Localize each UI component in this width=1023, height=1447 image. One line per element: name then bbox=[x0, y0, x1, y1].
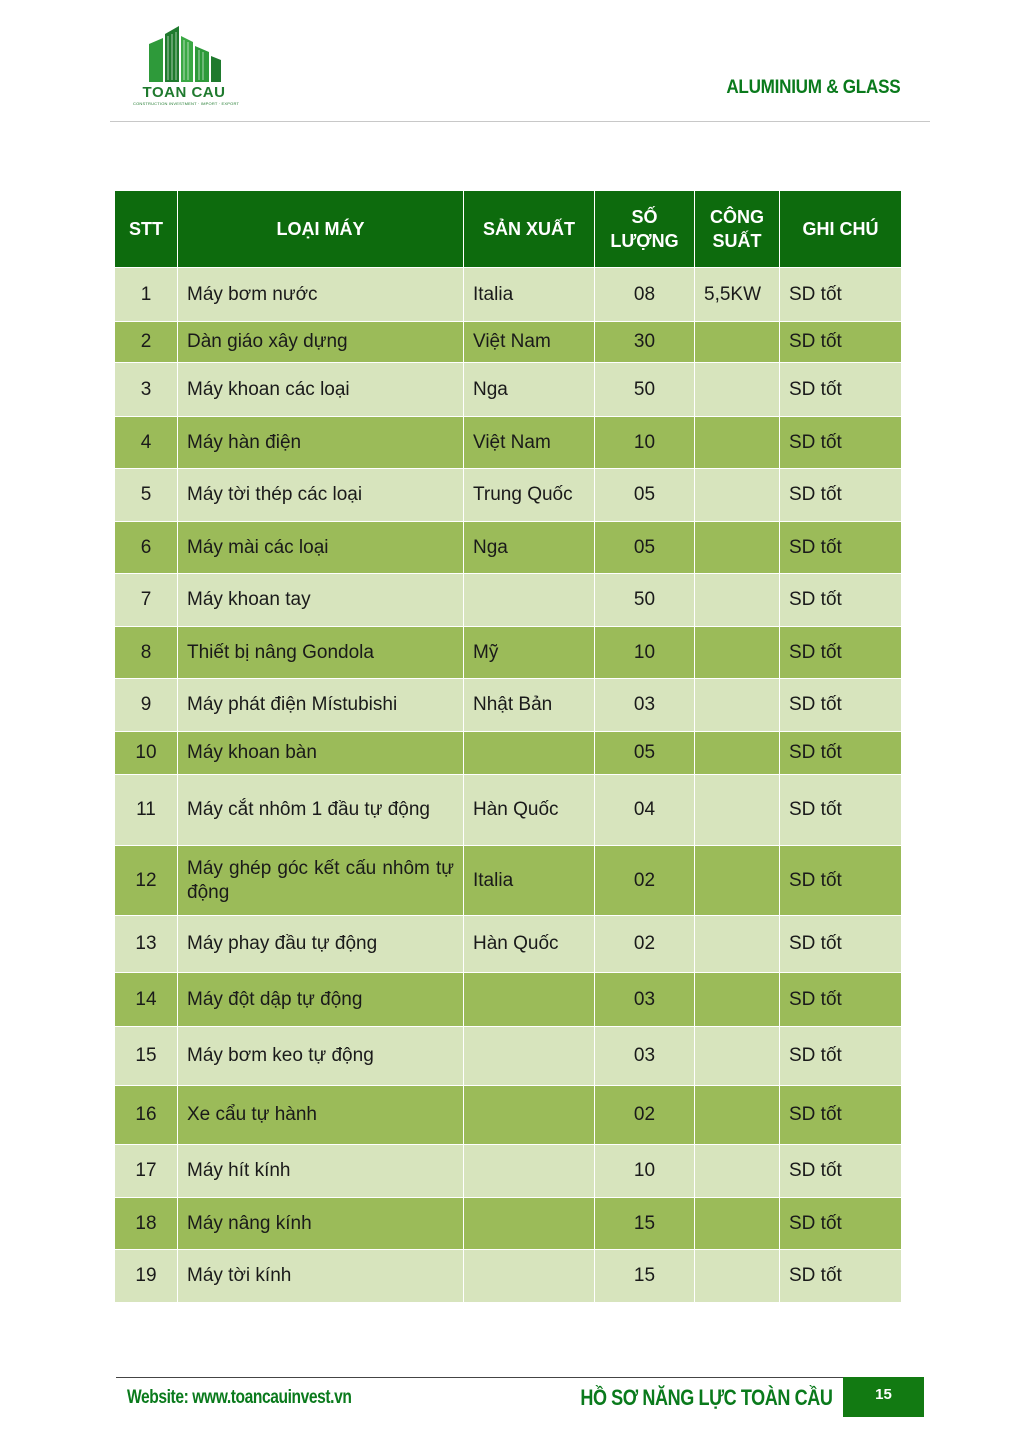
cell-name: Máy khoan các loại bbox=[178, 363, 464, 417]
header-title: ALUMINIUM & GLASS bbox=[725, 77, 900, 98]
cell-name: Máy cắt nhôm 1 đầu tự động bbox=[178, 775, 464, 846]
cell-note: SD tốt bbox=[780, 574, 902, 627]
table-row bbox=[115, 973, 902, 1027]
cell-qty: 02 bbox=[595, 1086, 695, 1145]
cell-name: Thiết bị nâng Gondola bbox=[178, 627, 464, 679]
cell-power bbox=[695, 846, 780, 916]
cell-qty: 15 bbox=[595, 1198, 695, 1250]
cell-power bbox=[695, 1145, 780, 1198]
table-row bbox=[115, 574, 902, 627]
cell-name: Máy bơm keo tự động bbox=[178, 1027, 464, 1086]
table-row bbox=[115, 363, 902, 417]
cell-stt: 17 bbox=[115, 1145, 178, 1198]
cell-qty: 10 bbox=[595, 417, 695, 469]
cell-note: SD tốt bbox=[780, 1198, 902, 1250]
cell-qty: 30 bbox=[595, 322, 695, 363]
cell-origin bbox=[464, 1198, 595, 1250]
cell-stt: 2 bbox=[115, 322, 178, 363]
table-row bbox=[115, 916, 902, 973]
header-quantity-line1: SỐ bbox=[631, 207, 658, 227]
equipment-table bbox=[114, 190, 902, 1303]
cell-qty: 10 bbox=[595, 627, 695, 679]
cell-stt: 13 bbox=[115, 916, 178, 973]
cell-origin bbox=[464, 973, 595, 1027]
table-row bbox=[115, 1145, 902, 1198]
table-header-row bbox=[115, 191, 902, 268]
cell-note: SD tốt bbox=[780, 1027, 902, 1086]
building-logo-icon bbox=[133, 26, 235, 84]
cell-name: Dàn giáo xây dựng bbox=[178, 322, 464, 363]
cell-power bbox=[695, 732, 780, 775]
cell-power bbox=[695, 973, 780, 1027]
cell-qty: 05 bbox=[595, 732, 695, 775]
cell-power bbox=[695, 775, 780, 846]
table-row bbox=[115, 469, 902, 522]
cell-origin bbox=[464, 1145, 595, 1198]
header-stt: STT bbox=[115, 191, 178, 268]
table-row bbox=[115, 775, 902, 846]
cell-power: 5,5KW bbox=[695, 268, 780, 322]
cell-stt: 7 bbox=[115, 574, 178, 627]
cell-qty: 02 bbox=[595, 916, 695, 973]
cell-stt: 12 bbox=[115, 846, 178, 916]
cell-note: SD tốt bbox=[780, 322, 902, 363]
cell-power bbox=[695, 916, 780, 973]
table-row bbox=[115, 679, 902, 732]
header-quantity bbox=[595, 191, 695, 268]
cell-note: SD tốt bbox=[780, 732, 902, 775]
footer-profile-title: HỒ SƠ NĂNG LỰC TOÀN CẦU bbox=[579, 1385, 832, 1410]
table-row bbox=[115, 268, 902, 322]
cell-power bbox=[695, 469, 780, 522]
cell-power bbox=[695, 1086, 780, 1145]
header-power-line1: CÔNG bbox=[710, 207, 764, 227]
cell-power bbox=[695, 1027, 780, 1086]
cell-name: Máy nâng kính bbox=[178, 1198, 464, 1250]
cell-name: Máy tời kính bbox=[178, 1250, 464, 1303]
cell-origin: Việt Nam bbox=[464, 322, 595, 363]
cell-origin bbox=[464, 1086, 595, 1145]
header-origin: SẢN XUẤT bbox=[464, 191, 595, 268]
cell-power bbox=[695, 522, 780, 574]
cell-qty: 02 bbox=[595, 846, 695, 916]
table-row bbox=[115, 322, 902, 363]
header-note: GHI CHÚ bbox=[780, 191, 902, 268]
cell-name: Máy phay đầu tự động bbox=[178, 916, 464, 973]
cell-qty: 03 bbox=[595, 679, 695, 732]
cell-power bbox=[695, 322, 780, 363]
header-divider bbox=[110, 121, 930, 122]
cell-note: SD tốt bbox=[780, 363, 902, 417]
cell-origin: Nga bbox=[464, 522, 595, 574]
table-row bbox=[115, 1027, 902, 1086]
cell-note: SD tốt bbox=[780, 775, 902, 846]
cell-stt: 6 bbox=[115, 522, 178, 574]
header-type: LOẠI MÁY bbox=[178, 191, 464, 268]
cell-name: Máy khoan tay bbox=[178, 574, 464, 627]
cell-note: SD tốt bbox=[780, 973, 902, 1027]
cell-note: SD tốt bbox=[780, 1086, 902, 1145]
cell-qty: 04 bbox=[595, 775, 695, 846]
cell-origin: Italia bbox=[464, 846, 595, 916]
cell-origin bbox=[464, 574, 595, 627]
table-row bbox=[115, 846, 902, 916]
cell-name: Máy khoan bàn bbox=[178, 732, 464, 775]
cell-origin bbox=[464, 1250, 595, 1303]
cell-stt: 15 bbox=[115, 1027, 178, 1086]
cell-name: Máy bơm nước bbox=[178, 268, 464, 322]
header-power bbox=[695, 191, 780, 268]
cell-name: Máy ghép góc kết cấu nhôm tự động bbox=[178, 846, 464, 916]
cell-origin: Trung Quốc bbox=[464, 469, 595, 522]
page-number: 15 bbox=[843, 1377, 924, 1417]
cell-stt: 4 bbox=[115, 417, 178, 469]
cell-stt: 8 bbox=[115, 627, 178, 679]
table-row bbox=[115, 732, 902, 775]
cell-qty: 03 bbox=[595, 1027, 695, 1086]
cell-note: SD tốt bbox=[780, 268, 902, 322]
cell-power bbox=[695, 1250, 780, 1303]
cell-note: SD tốt bbox=[780, 522, 902, 574]
cell-name: Máy hít kính bbox=[178, 1145, 464, 1198]
cell-note: SD tốt bbox=[780, 1145, 902, 1198]
cell-origin bbox=[464, 1027, 595, 1086]
cell-power bbox=[695, 363, 780, 417]
cell-origin: Việt Nam bbox=[464, 417, 595, 469]
cell-qty: 08 bbox=[595, 268, 695, 322]
cell-origin: Nhật Bản bbox=[464, 679, 595, 732]
cell-qty: 15 bbox=[595, 1250, 695, 1303]
cell-note: SD tốt bbox=[780, 1250, 902, 1303]
cell-stt: 11 bbox=[115, 775, 178, 846]
cell-stt: 10 bbox=[115, 732, 178, 775]
table-row bbox=[115, 1250, 902, 1303]
cell-note: SD tốt bbox=[780, 469, 902, 522]
cell-stt: 9 bbox=[115, 679, 178, 732]
company-logo bbox=[133, 26, 240, 108]
cell-power bbox=[695, 679, 780, 732]
footer-divider bbox=[116, 1377, 924, 1378]
cell-qty: 10 bbox=[595, 1145, 695, 1198]
cell-qty: 05 bbox=[595, 522, 695, 574]
cell-note: SD tốt bbox=[780, 679, 902, 732]
cell-power bbox=[695, 574, 780, 627]
cell-stt: 19 bbox=[115, 1250, 178, 1303]
header-quantity-line2: LƯỢNG bbox=[610, 231, 679, 251]
cell-name: Máy mài các loại bbox=[178, 522, 464, 574]
table-row bbox=[115, 1198, 902, 1250]
table-row bbox=[115, 1086, 902, 1145]
header-power-line2: SUẤT bbox=[712, 231, 762, 251]
cell-stt: 14 bbox=[115, 973, 178, 1027]
cell-name: Máy đột dập tự động bbox=[178, 973, 464, 1027]
table-row bbox=[115, 522, 902, 574]
cell-stt: 16 bbox=[115, 1086, 178, 1145]
cell-origin: Hàn Quốc bbox=[464, 775, 595, 846]
cell-stt: 3 bbox=[115, 363, 178, 417]
cell-stt: 5 bbox=[115, 469, 178, 522]
cell-note: SD tốt bbox=[780, 417, 902, 469]
cell-origin bbox=[464, 732, 595, 775]
cell-name: Máy tời thép các loại bbox=[178, 469, 464, 522]
cell-qty: 05 bbox=[595, 469, 695, 522]
cell-power bbox=[695, 627, 780, 679]
cell-note: SD tốt bbox=[780, 916, 902, 973]
cell-power bbox=[695, 417, 780, 469]
cell-qty: 50 bbox=[595, 574, 695, 627]
cell-origin: Hàn Quốc bbox=[464, 916, 595, 973]
table-row bbox=[115, 417, 902, 469]
cell-power bbox=[695, 1198, 780, 1250]
cell-qty: 03 bbox=[595, 973, 695, 1027]
cell-note: SD tốt bbox=[780, 627, 902, 679]
footer-website: Website: www.toancauinvest.vn bbox=[127, 1387, 352, 1408]
cell-origin: Italia bbox=[464, 268, 595, 322]
logo-tagline: CONSTRUCTION INVESTMENT · IMPORT · EXPORT bbox=[133, 101, 240, 106]
logo-name: TOAN CAU bbox=[142, 84, 226, 101]
cell-name: Máy phát điện Místubishi bbox=[178, 679, 464, 732]
cell-name: Xe cẩu tự hành bbox=[178, 1086, 464, 1145]
cell-origin: Mỹ bbox=[464, 627, 595, 679]
cell-note: SD tốt bbox=[780, 846, 902, 916]
cell-stt: 18 bbox=[115, 1198, 178, 1250]
cell-qty: 50 bbox=[595, 363, 695, 417]
cell-name: Máy hàn điện bbox=[178, 417, 464, 469]
cell-stt: 1 bbox=[115, 268, 178, 322]
cell-origin: Nga bbox=[464, 363, 595, 417]
table-row bbox=[115, 627, 902, 679]
